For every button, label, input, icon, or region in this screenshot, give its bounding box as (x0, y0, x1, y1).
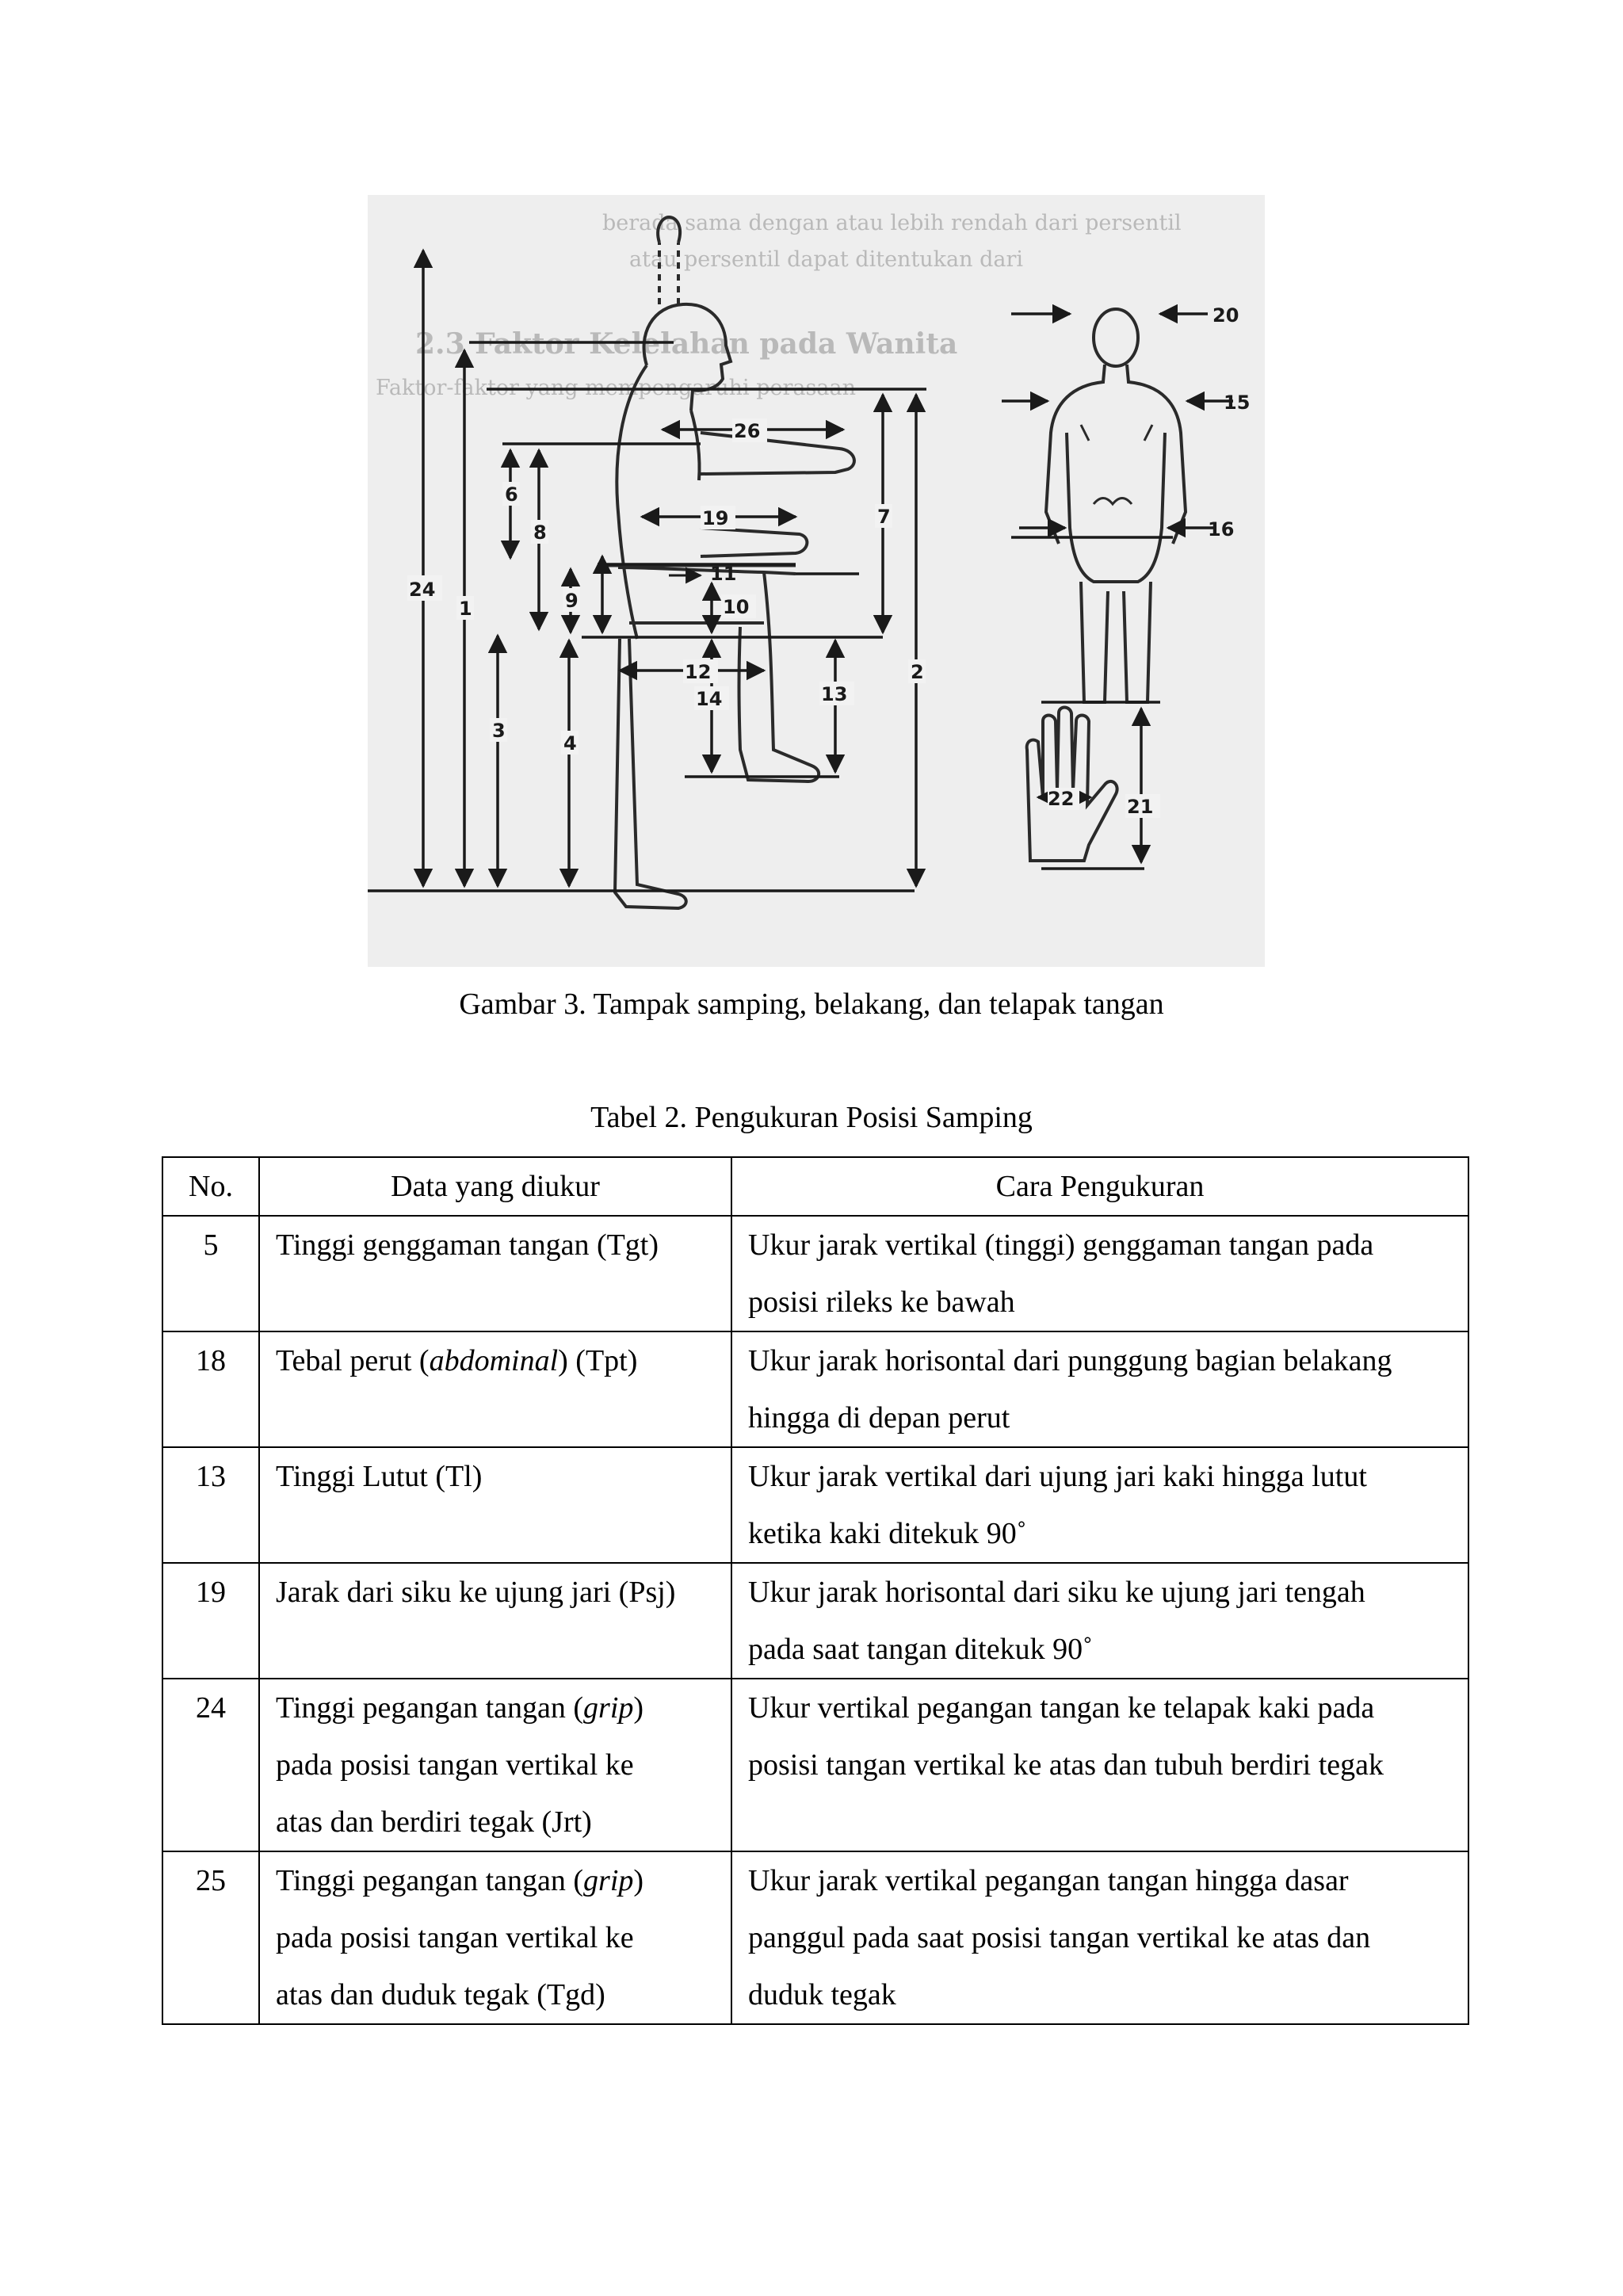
cell-cara-line: panggul pada saat posisi tangan vertikal ke atas dan (748, 1921, 1371, 1954)
cell-data-text: Tebal perut ( (276, 1344, 430, 1377)
cell-no: 25 (162, 1851, 259, 2024)
cell-cara-line: hingga di depan perut (748, 1401, 1010, 1435)
label-14: 14 (696, 688, 723, 710)
cell-data (259, 1851, 731, 2024)
label-20: 20 (1212, 304, 1239, 327)
cell-data (259, 1679, 731, 1851)
cell-data (259, 1216, 731, 1331)
table-row (162, 1563, 1468, 1679)
cell-data-text: ) (633, 1691, 644, 1725)
cell-cara-line: duduk tegak (748, 1978, 896, 2011)
cell-data-text: Tinggi pegangan tangan ( (276, 1691, 584, 1725)
label-7: 7 (877, 506, 891, 528)
label-6: 6 (505, 483, 518, 506)
cell-data-text: ) (Tpt) (558, 1344, 638, 1377)
label-12: 12 (685, 661, 712, 683)
cell-data-text: Tinggi pegangan tangan ( (276, 1864, 584, 1897)
table-row (162, 1331, 1468, 1447)
cell-cara (731, 1679, 1468, 1851)
header-no: No. (162, 1157, 259, 1216)
cell-data (259, 1447, 731, 1563)
cell-data-text: pada posisi tangan vertikal ke (276, 1748, 634, 1782)
cell-data-text: Tinggi genggaman tangan (Tgt) (276, 1228, 659, 1262)
label-21: 21 (1127, 796, 1154, 818)
cell-data-text: atas dan berdiri tegak (Jrt) (276, 1805, 592, 1839)
measurement-table (162, 1156, 1469, 2025)
cell-data-italic: grip (583, 1864, 634, 1897)
label-19: 19 (702, 507, 729, 529)
table-title: Tabel 2. Pengukuran Posisi Samping (590, 1101, 1033, 1134)
figure-caption: Gambar 3. Tampak samping, belakang, dan telapak tangan (459, 988, 1164, 1021)
show-through-line-2: atau persentil dapat ditentukan dari (629, 247, 1024, 272)
cell-cara-line: Ukur jarak horisontal dari punggung bagian belakang (748, 1344, 1392, 1377)
cell-data-italic: grip (583, 1691, 634, 1725)
cell-data-text: Jarak dari siku ke ujung jari (Psj) (276, 1576, 676, 1609)
cell-no: 13 (162, 1447, 259, 1563)
label-22: 22 (1048, 788, 1075, 810)
cell-cara-line: Ukur jarak horisontal dari siku ke ujung jari tengah (748, 1576, 1365, 1609)
cell-cara (731, 1331, 1468, 1447)
show-through-line-3: 2.3 Faktor Kelelahan pada Wanita (415, 327, 958, 361)
table-row (162, 1216, 1468, 1331)
cell-cara (731, 1447, 1468, 1563)
cell-no: 5 (162, 1216, 259, 1331)
show-through-line-1: berada sama dengan atau lebih rendah dari persentil (602, 211, 1182, 235)
header-cara: Cara Pengukuran (731, 1157, 1468, 1216)
label-3: 3 (492, 720, 506, 742)
cell-cara-line: Ukur jarak vertikal dari ujung jari kaki hingga lutut (748, 1460, 1367, 1493)
cell-cara-line: Ukur jarak vertikal (tinggi) genggaman tangan pada (748, 1228, 1374, 1262)
show-through-line-4: Faktor-faktor yang mempengaruhi perasaan (376, 376, 856, 400)
label-11: 11 (710, 563, 737, 585)
cell-data-italic: abdominal (429, 1344, 559, 1377)
label-26: 26 (734, 420, 761, 442)
cell-data (259, 1331, 731, 1447)
label-16: 16 (1208, 518, 1235, 541)
label-15: 15 (1224, 392, 1251, 414)
table-row (162, 1851, 1468, 2024)
cell-cara-line: Ukur jarak vertikal pegangan tangan hingga dasar (748, 1864, 1349, 1897)
label-10: 10 (723, 596, 750, 618)
cell-no: 18 (162, 1331, 259, 1447)
table-header-row (162, 1157, 1468, 1216)
cell-no: 19 (162, 1563, 259, 1679)
cell-data-text: pada posisi tangan vertikal ke (276, 1921, 634, 1954)
cell-cara (731, 1563, 1468, 1679)
cell-cara (731, 1216, 1468, 1331)
table-row (162, 1679, 1468, 1851)
header-data: Data yang diukur (259, 1157, 731, 1216)
cell-data-text: Tinggi Lutut (Tl) (276, 1460, 483, 1493)
cell-data (259, 1563, 731, 1679)
cell-cara-line: ketika kaki ditekuk 90˚ (748, 1517, 1027, 1550)
label-9: 9 (565, 590, 579, 612)
label-24: 24 (409, 579, 436, 601)
label-8: 8 (533, 521, 547, 544)
label-4: 4 (563, 732, 577, 755)
cell-data-text: atas dan duduk tegak (Tgd) (276, 1978, 605, 2011)
label-2: 2 (911, 661, 924, 683)
cell-cara-line: Ukur vertikal pegangan tangan ke telapak kaki pada (748, 1691, 1375, 1725)
cell-cara-line: pada saat tangan ditekuk 90˚ (748, 1633, 1093, 1666)
label-1: 1 (459, 598, 472, 620)
cell-data-text: ) (633, 1864, 644, 1897)
cell-cara-line: posisi tangan vertikal ke atas dan tubuh berdiri tegak (748, 1748, 1384, 1782)
anthropometry-illustration (368, 195, 1265, 967)
cell-cara (731, 1851, 1468, 2024)
cell-no: 24 (162, 1679, 259, 1851)
anthropometry-figure (368, 195, 1265, 967)
label-13: 13 (821, 683, 848, 705)
table-row (162, 1447, 1468, 1563)
cell-cara-line: posisi rileks ke bawah (748, 1286, 1015, 1319)
